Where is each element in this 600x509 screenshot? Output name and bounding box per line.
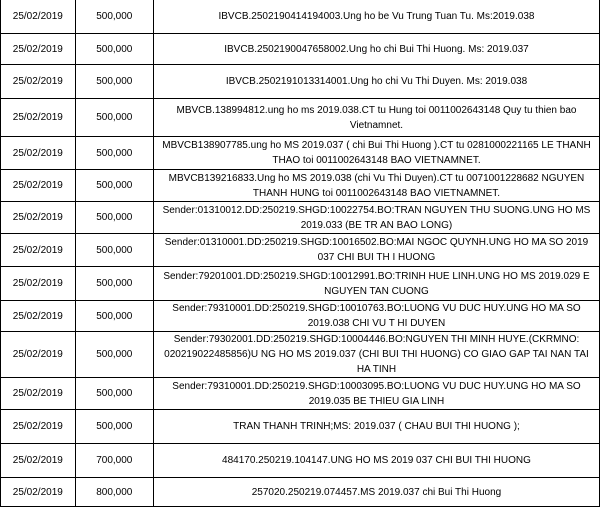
amount-cell: 500,000 — [75, 170, 153, 202]
amount-cell: 500,000 — [75, 137, 153, 170]
description-cell: MBVCB.138994812.ung ho ms 2019.038.CT tu Hung toi 0011002643148 Quy tu thien bao Vietnamnet. — [153, 99, 599, 137]
date-cell: 25/02/2019 — [1, 301, 76, 332]
table-row — [1, 0, 600, 34]
amount-cell: 700,000 — [75, 444, 153, 478]
description-cell: IBVCB.2502190047658002.Ung ho chi Bui Thi Huong. Ms: 2019.037 — [153, 34, 599, 65]
table-row — [1, 267, 600, 301]
table-row — [1, 478, 600, 507]
amount-cell: 500,000 — [75, 34, 153, 65]
table-row — [1, 234, 600, 267]
amount-cell: 500,000 — [75, 301, 153, 332]
date-cell: 25/02/2019 — [1, 478, 76, 507]
date-cell: 25/02/2019 — [1, 267, 76, 301]
date-cell: 25/02/2019 — [1, 170, 76, 202]
description-cell: 484170.250219.104147.UNG HO MS 2019 037 CHI BUI THI HUONG — [153, 444, 599, 478]
description-cell: Sender:79310001.DD:250219.SHGD:10003095.BO:LUONG VU DUC HUY.UNG HO MA SO 2019.035 BE THIEU GIA LINH — [153, 378, 599, 410]
amount-cell: 500,000 — [75, 332, 153, 378]
date-cell: 25/02/2019 — [1, 202, 76, 234]
table-row — [1, 410, 600, 444]
amount-cell: 500,000 — [75, 378, 153, 410]
description-cell: Sender:01310001.DD:250219.SHGD:10016502.BO:MAI NGOC QUYNH.UNG HO MA SO 2019 037 CHI BUI TH I HUONG — [153, 234, 599, 267]
amount-cell: 800,000 — [75, 478, 153, 507]
description-cell: Sender:79201001.DD:250219.SHGD:10012991.BO:TRINH HUE LINH.UNG HO MS 2019.029 E NGUYEN TAN CUONG — [153, 267, 599, 301]
date-cell: 25/02/2019 — [1, 65, 76, 99]
amount-cell: 500,000 — [75, 202, 153, 234]
date-cell: 25/02/2019 — [1, 234, 76, 267]
date-cell: 25/02/2019 — [1, 0, 76, 34]
date-cell: 25/02/2019 — [1, 378, 76, 410]
description-cell: MBVCB139216833.Ung ho MS 2019.038 (chi Vu Thi Duyen).CT tu 0071001228682 NGUYEN THANH HUNG toi 0011002643148 BAO VIETNAMNET. — [153, 170, 599, 202]
table-row — [1, 65, 600, 99]
description-cell: IBVCB.2502190414194003.Ung ho be Vu Trung Tuan Tu. Ms:2019.038 — [153, 0, 599, 34]
table-row — [1, 301, 600, 332]
date-cell: 25/02/2019 — [1, 332, 76, 378]
table-row — [1, 202, 600, 234]
table-row — [1, 170, 600, 202]
date-cell: 25/02/2019 — [1, 99, 76, 137]
amount-cell: 500,000 — [75, 0, 153, 34]
description-cell: Sender:79302001.DD:250219.SHGD:10004446.BO:NGUYEN THI MINH HUYE.(CKRMNO: 020219022485856)U NG HO MS 2019.037 (CHI BUI THI HUONG) CO GIAO GAP TAI NAN TAI HA TINH — [153, 332, 599, 378]
date-cell: 25/02/2019 — [1, 444, 76, 478]
description-cell: MBVCB138907785.ung ho MS 2019.037 ( chi Bui Thi Huong ).CT tu 0281000221165 LE THANH THAO toi 0011002643148 BAO VIETNAMNET. — [153, 137, 599, 170]
table-row — [1, 444, 600, 478]
description-cell: IBVCB.2502191013314001.Ung ho chi Vu Thi Duyen. Ms: 2019.038 — [153, 65, 599, 99]
table-row — [1, 99, 600, 137]
date-cell: 25/02/2019 — [1, 34, 76, 65]
amount-cell: 500,000 — [75, 234, 153, 267]
table-row — [1, 34, 600, 65]
table-row — [1, 378, 600, 410]
table-row — [1, 332, 600, 378]
description-cell: Sender:79310001.DD:250219.SHGD:10010763.BO:LUONG VU DUC HUY.UNG HO MA SO 2019.038 CHI VU T HI DUYEN — [153, 301, 599, 332]
date-cell: 25/02/2019 — [1, 410, 76, 444]
amount-cell: 500,000 — [75, 410, 153, 444]
description-cell: Sender:01310012.DD:250219.SHGD:10022754.BO:TRAN NGUYEN THU SUONG.UNG HO MS 2019.033 (BE TR AN BAO LONG) — [153, 202, 599, 234]
amount-cell: 500,000 — [75, 99, 153, 137]
description-cell: TRAN THANH TRINH;MS: 2019.037 ( CHAU BUI THI HUONG ); — [153, 410, 599, 444]
amount-cell: 500,000 — [75, 267, 153, 301]
amount-cell: 500,000 — [75, 65, 153, 99]
date-cell: 25/02/2019 — [1, 137, 76, 170]
description-cell: 257020.250219.074457.MS 2019.037 chi Bui Thi Huong — [153, 478, 599, 507]
table-row — [1, 137, 600, 170]
